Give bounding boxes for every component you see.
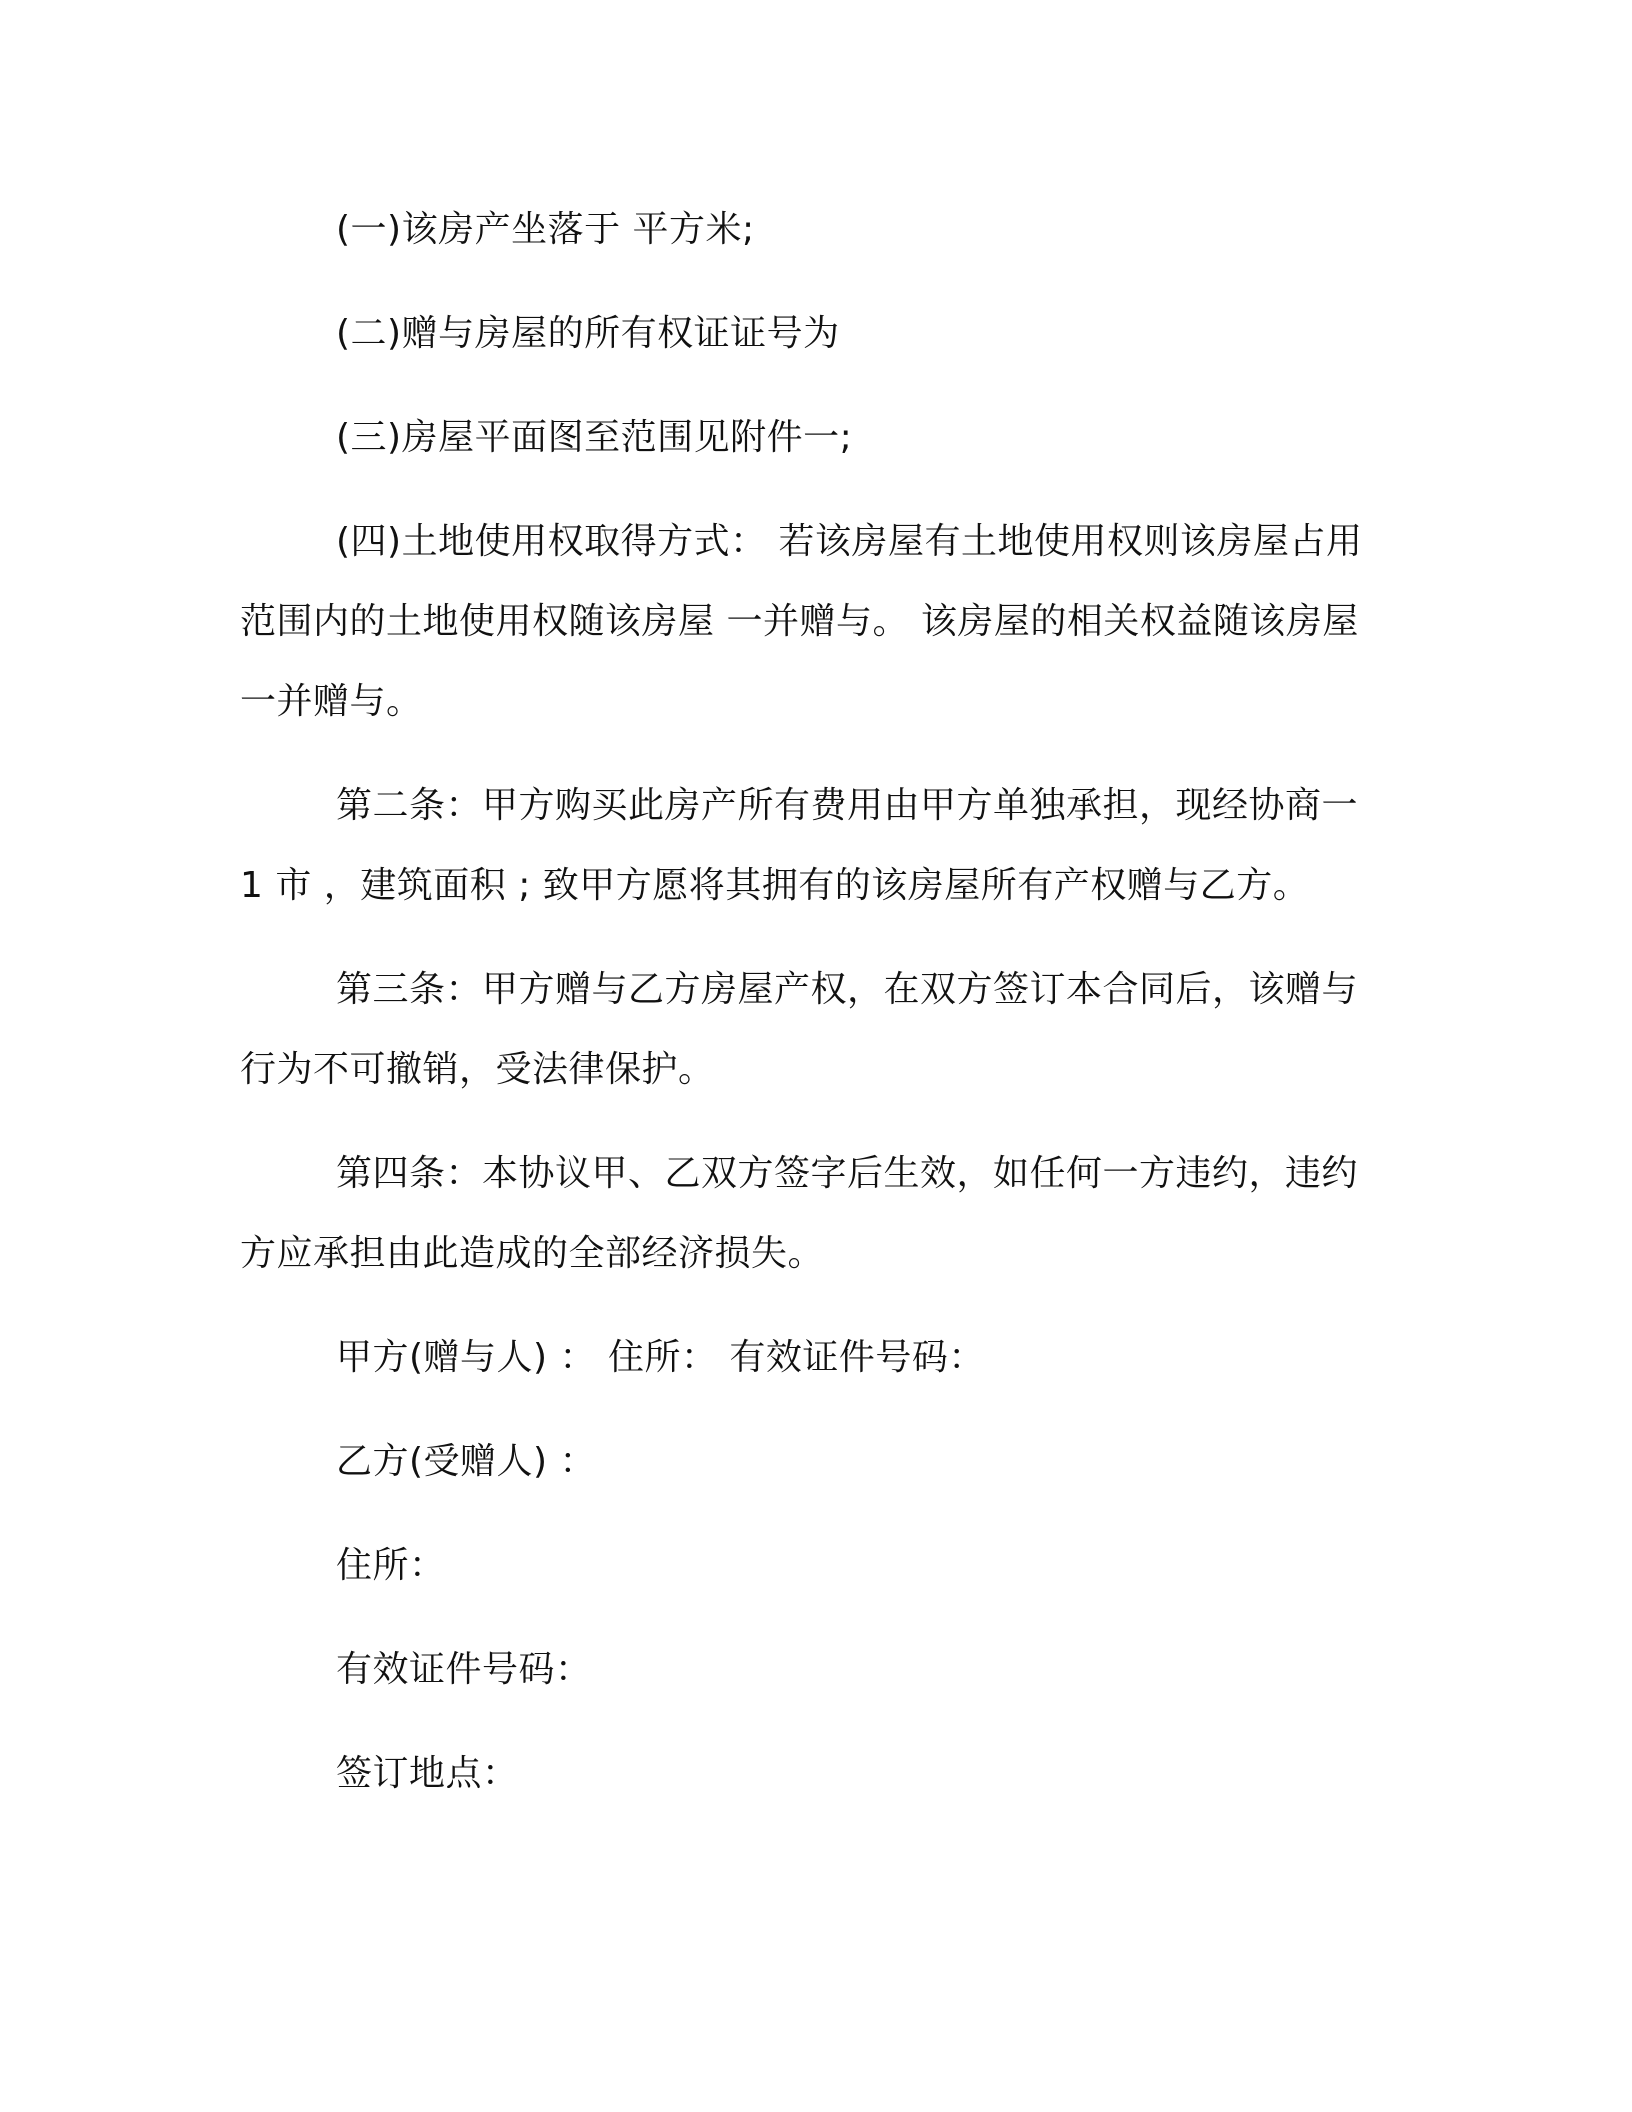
clause-1-location: (一)该房产坐落于 平方米; [336,209,755,250]
signing-place-label: 签订地点： [336,1753,519,1794]
id-number-label: 有效证件号码： [336,1649,592,1690]
address-label: 住所： [336,1545,446,1586]
party-b-label: 乙方(受赠人) ： [336,1441,597,1482]
document-body [240,190,1380,1814]
party-a-info: 甲方(赠与人) ： 住所： 有效证件号码： [336,1337,985,1378]
article-3: 第三条：甲方赠与乙方房屋产权，在双方签订本合同后，该赠与行为不可撤销，受法律保护。 [240,969,1359,1090]
article-2: 第二条：甲方购买此房产所有费用由甲方单独承担，现经协商一1 市 ，建筑面积 ; 致甲方愿将其拥有的该房屋所有产权赠与乙方。 [240,785,1359,906]
clause-2-certificate: (二)赠与房屋的所有权证证号为 [336,313,840,354]
clause-3-floorplan: (三)房屋平面图至范围见附件一; [336,417,853,458]
article-4: 第四条：本协议甲、乙双方签字后生效，如任何一方违约，违约方应承担由此造成的全部经济损失。 [240,1153,1359,1274]
clause-4-land-use: (四)土地使用权取得方式： 若该房屋有土地使用权则该房屋占用范围内的土地使用权随该房屋 一并赠与。 该房屋的相关权益随该房屋一并赠与。 [240,521,1363,722]
